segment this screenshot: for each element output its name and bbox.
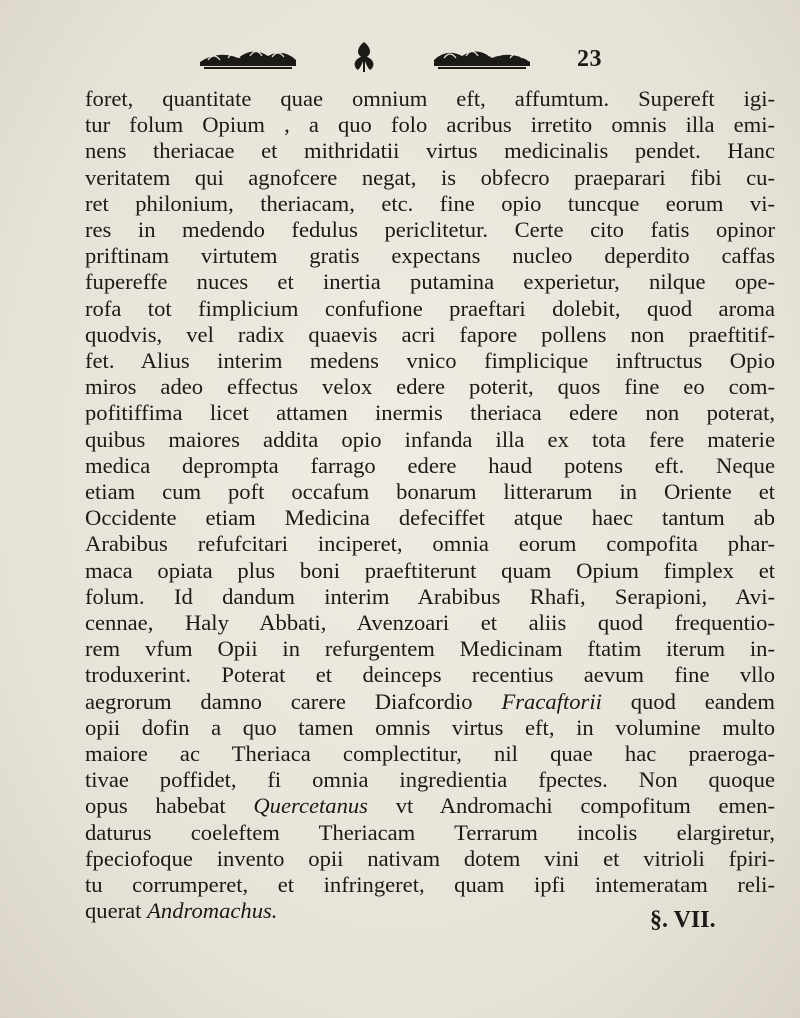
text-line-roman: opus habebat — [85, 793, 254, 819]
text-line — [85, 662, 775, 688]
italic-name: Andromachus. — [147, 898, 278, 924]
text-line-roman: medica deprompta farrago edere haud potens eft. Neque — [85, 452, 775, 478]
text-line-roman: folum. Id dandum interim Arabibus Rhafi, Serapioni, Avi- — [85, 583, 775, 609]
text-line — [85, 584, 775, 610]
text-line — [85, 322, 775, 348]
text-line-roman: veritatem qui agnofcere negat, is obfecro praeparari fibi cu- — [85, 164, 775, 190]
text-line — [85, 505, 775, 531]
text-line — [85, 820, 775, 846]
text-line-roman: maiore ac Theriaca complectitur, nil quae hac praeroga- — [85, 741, 775, 767]
text-line — [85, 112, 775, 138]
text-line — [85, 793, 775, 819]
text-line — [85, 453, 775, 479]
text-line — [85, 348, 775, 374]
text-line — [85, 558, 775, 584]
text-line-roman: tu corrumperet, et infringeret, quam ipfi intemeratam reli- — [85, 872, 775, 898]
text-line-roman: troduxerint. Poterat et deinceps recentius aevum fine vllo — [85, 662, 775, 688]
decorative-rule-icon — [432, 40, 532, 74]
text-line-roman: fet. Alius interim medens vnico fimplicique inftructus Opio — [85, 348, 775, 374]
italic-name: Fracaftorii — [501, 688, 602, 714]
text-line — [85, 872, 775, 898]
text-line-roman: quod eandem — [601, 688, 775, 714]
text-line-roman: ret philonium, theriacam, etc. fine opio tuncque eorum vi- — [85, 190, 775, 216]
text-line — [85, 767, 775, 793]
text-line — [85, 86, 775, 112]
text-line — [85, 165, 775, 191]
text-line — [85, 296, 775, 322]
text-line-roman: opii dofin a quo tamen omnis virtus eft, in volumine multo — [85, 714, 775, 740]
text-line — [85, 243, 775, 269]
text-line-roman: foret, quantitate quae omnium eft, affumtum. Supereft igi- — [85, 86, 775, 111]
text-line-roman: rem vfum Opii in refurgentem Medicinam ftatim iterum in- — [85, 636, 775, 662]
text-line-roman: daturus coeleftem Theriacam Terrarum incolis elargiretur, — [85, 819, 775, 845]
text-line — [85, 374, 775, 400]
text-line-roman: nens theriacae et mithridatii virtus medicinalis pendet. Hanc — [85, 138, 775, 164]
text-line — [85, 427, 775, 453]
text-line-roman: fupereffe nuces et inertia putamina experietur, nilque ope- — [85, 269, 775, 295]
text-line-roman: Arabibus refufcitari inciperet, omnia eorum compofita phar- — [85, 531, 775, 557]
text-line — [85, 531, 775, 557]
fleuron-icon — [350, 40, 378, 74]
text-line — [85, 191, 775, 217]
text-line — [85, 715, 775, 741]
text-line-roman: fpeciofoque invento opii nativam dotem vini et vitrioli fpiri- — [85, 845, 775, 871]
text-line — [85, 636, 775, 662]
text-line — [85, 610, 775, 636]
body-paragraph — [85, 86, 775, 925]
text-line-roman: cennae, Haly Abbati, Avenzoari et aliis quod frequentio- — [85, 610, 775, 636]
page-header — [0, 40, 800, 80]
text-line-roman: rofa tot fimplicium confufione praeftari dolebit, quod aroma — [85, 295, 775, 321]
italic-name: Quercetanus — [253, 793, 368, 819]
text-line-roman: maca opiata plus boni praeftiterunt quam Opium fimplex et — [85, 557, 775, 583]
decorative-rule-icon — [198, 40, 298, 74]
text-line-roman: etiam cum poft occafum bonarum litterarum in Oriente et — [85, 479, 775, 505]
text-line-roman: tur folum Opium , a quo folo acribus irretito omnis illa emi- — [85, 112, 775, 138]
text-line-roman: res in medendo fedulus periclitetur. Certe cito fatis opinor — [85, 217, 775, 243]
text-line-roman: miros adeo effectus velox edere poterit, quos fine eo com- — [85, 374, 775, 400]
text-line-roman: querat — [85, 898, 148, 924]
text-line-roman: pofitiffima licet attamen inermis theriaca edere non poterat, — [85, 400, 775, 426]
text-line — [85, 217, 775, 243]
text-line-roman: quibus maiores addita opio infanda illa ex tota fere materie — [85, 426, 775, 452]
text-line-roman: Occidente etiam Medicina defeciffet atque haec tantum ab — [85, 505, 775, 531]
text-line-roman: priftinam virtutem gratis expectans nucleo deperdito caffas — [85, 243, 775, 269]
text-line — [85, 846, 775, 872]
page-number: 23 — [577, 46, 602, 72]
text-line-roman: quodvis, vel radix quaevis acri fapore pollens non praeftitif- — [85, 321, 775, 347]
text-line-roman: vt Andromachi compofitum emen- — [367, 793, 775, 819]
text-line — [85, 741, 775, 767]
text-line — [85, 400, 775, 426]
text-line — [85, 269, 775, 295]
text-line-roman: tivae poffidet, fi omnia ingredientia fpectes. Non quoque — [85, 767, 775, 793]
text-line — [85, 689, 775, 715]
section-heading: §. VII. — [650, 907, 716, 933]
text-line-roman: aegrorum damno carere Diafcordio — [85, 688, 502, 714]
text-line — [85, 138, 775, 164]
text-line — [85, 479, 775, 505]
